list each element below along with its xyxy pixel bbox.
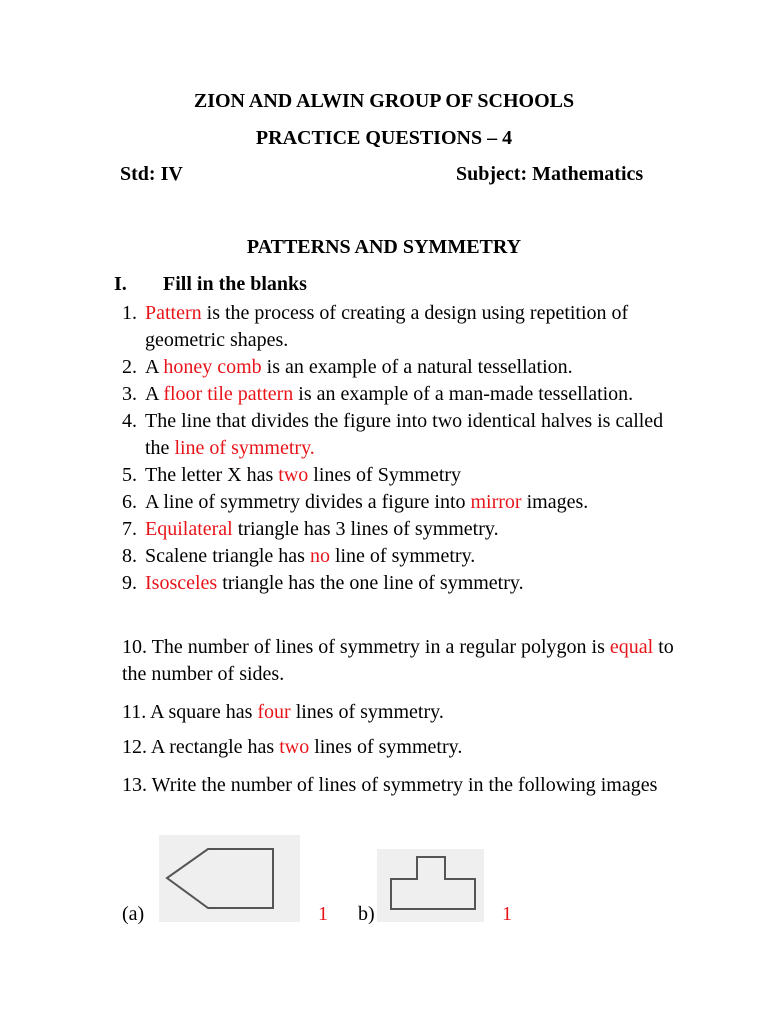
question-number: 1. — [122, 302, 137, 324]
answer-text: no — [309, 545, 330, 567]
stepped-t-shape — [377, 849, 484, 922]
question-list — [122, 300, 682, 597]
question-item — [122, 354, 682, 381]
question-text: Isosceles triangle has the one line of symmetry. — [145, 572, 524, 594]
question-12: 12. A rectangle has two lines of symmetry. — [122, 736, 463, 758]
question-item — [122, 381, 682, 408]
question-11: 11. A square has four lines of symmetry. — [122, 701, 444, 723]
figure-a-answer: 1 — [318, 903, 328, 925]
question-number: 2. — [122, 356, 137, 378]
arrow-pentagon-shape — [159, 835, 300, 922]
answer-text: Equilateral — [145, 518, 233, 540]
question-number: 6. — [122, 491, 137, 513]
question-item — [122, 489, 682, 516]
answer-text: mirror — [470, 491, 522, 513]
question-text: Pattern is the process of creating a design using repetition of geometric shapes. — [145, 302, 629, 351]
answer-text: four — [257, 701, 291, 723]
chapter-title: PATTERNS AND SYMMETRY — [246, 236, 522, 258]
answer-text: Pattern — [145, 302, 202, 324]
answer-text: Isosceles — [145, 572, 218, 594]
question-item — [122, 570, 682, 597]
question-text: A honey comb is an example of a natural tessellation. — [145, 356, 573, 378]
question-item — [122, 300, 682, 354]
question-number: 5. — [122, 464, 137, 486]
answer-text: two — [278, 464, 309, 486]
figure-b-image — [377, 849, 484, 922]
figure-a-image — [159, 835, 300, 922]
question-item — [122, 408, 682, 462]
question-text: A line of symmetry divides a figure into mirror images. — [145, 491, 589, 513]
question-item — [122, 462, 682, 489]
answer-text: honey comb — [163, 356, 262, 378]
answer-text: floor tile pattern — [163, 383, 294, 405]
question-item — [122, 516, 682, 543]
question-number: 3. — [122, 383, 137, 405]
question-number: 9. — [122, 572, 137, 594]
question-number: 8. — [122, 545, 137, 567]
figure-a-label: (a) — [122, 903, 145, 925]
question-text: Scalene triangle has no line of symmetry. — [145, 545, 476, 567]
question-13: 13. Write the number of lines of symmetry in the following images — [122, 774, 658, 796]
answer-text: equal — [609, 636, 654, 658]
question-item — [122, 543, 682, 570]
subject-label: Subject: Mathematics — [456, 163, 644, 185]
section-title: Fill in the blanks — [163, 273, 307, 295]
answer-text: line of symmetry. — [174, 437, 315, 459]
answer-text: two — [279, 736, 310, 758]
worksheet-title: PRACTICE QUESTIONS – 4 — [255, 127, 513, 149]
question-text: The line that divides the figure into two identical halves is called the line of symmetry. — [145, 410, 664, 459]
question-text: Equilateral triangle has 3 lines of symmetry. — [145, 518, 499, 540]
question-text: A floor tile pattern is an example of a man-made tessellation. — [145, 383, 634, 405]
standard-label: Std: IV — [120, 163, 183, 185]
question-number: 4. — [122, 410, 137, 432]
question-number: 7. — [122, 518, 137, 540]
figure-b-label: b) — [358, 903, 375, 925]
school-name: ZION AND ALWIN GROUP OF SCHOOLS — [193, 90, 575, 112]
question-10: 10. The number of lines of symmetry in a regular polygon is equal to the number of sides. — [122, 636, 674, 685]
figure-b-answer: 1 — [502, 903, 512, 925]
question-text: The letter X has two lines of Symmetry — [145, 464, 462, 486]
section-number: I. — [114, 273, 127, 295]
